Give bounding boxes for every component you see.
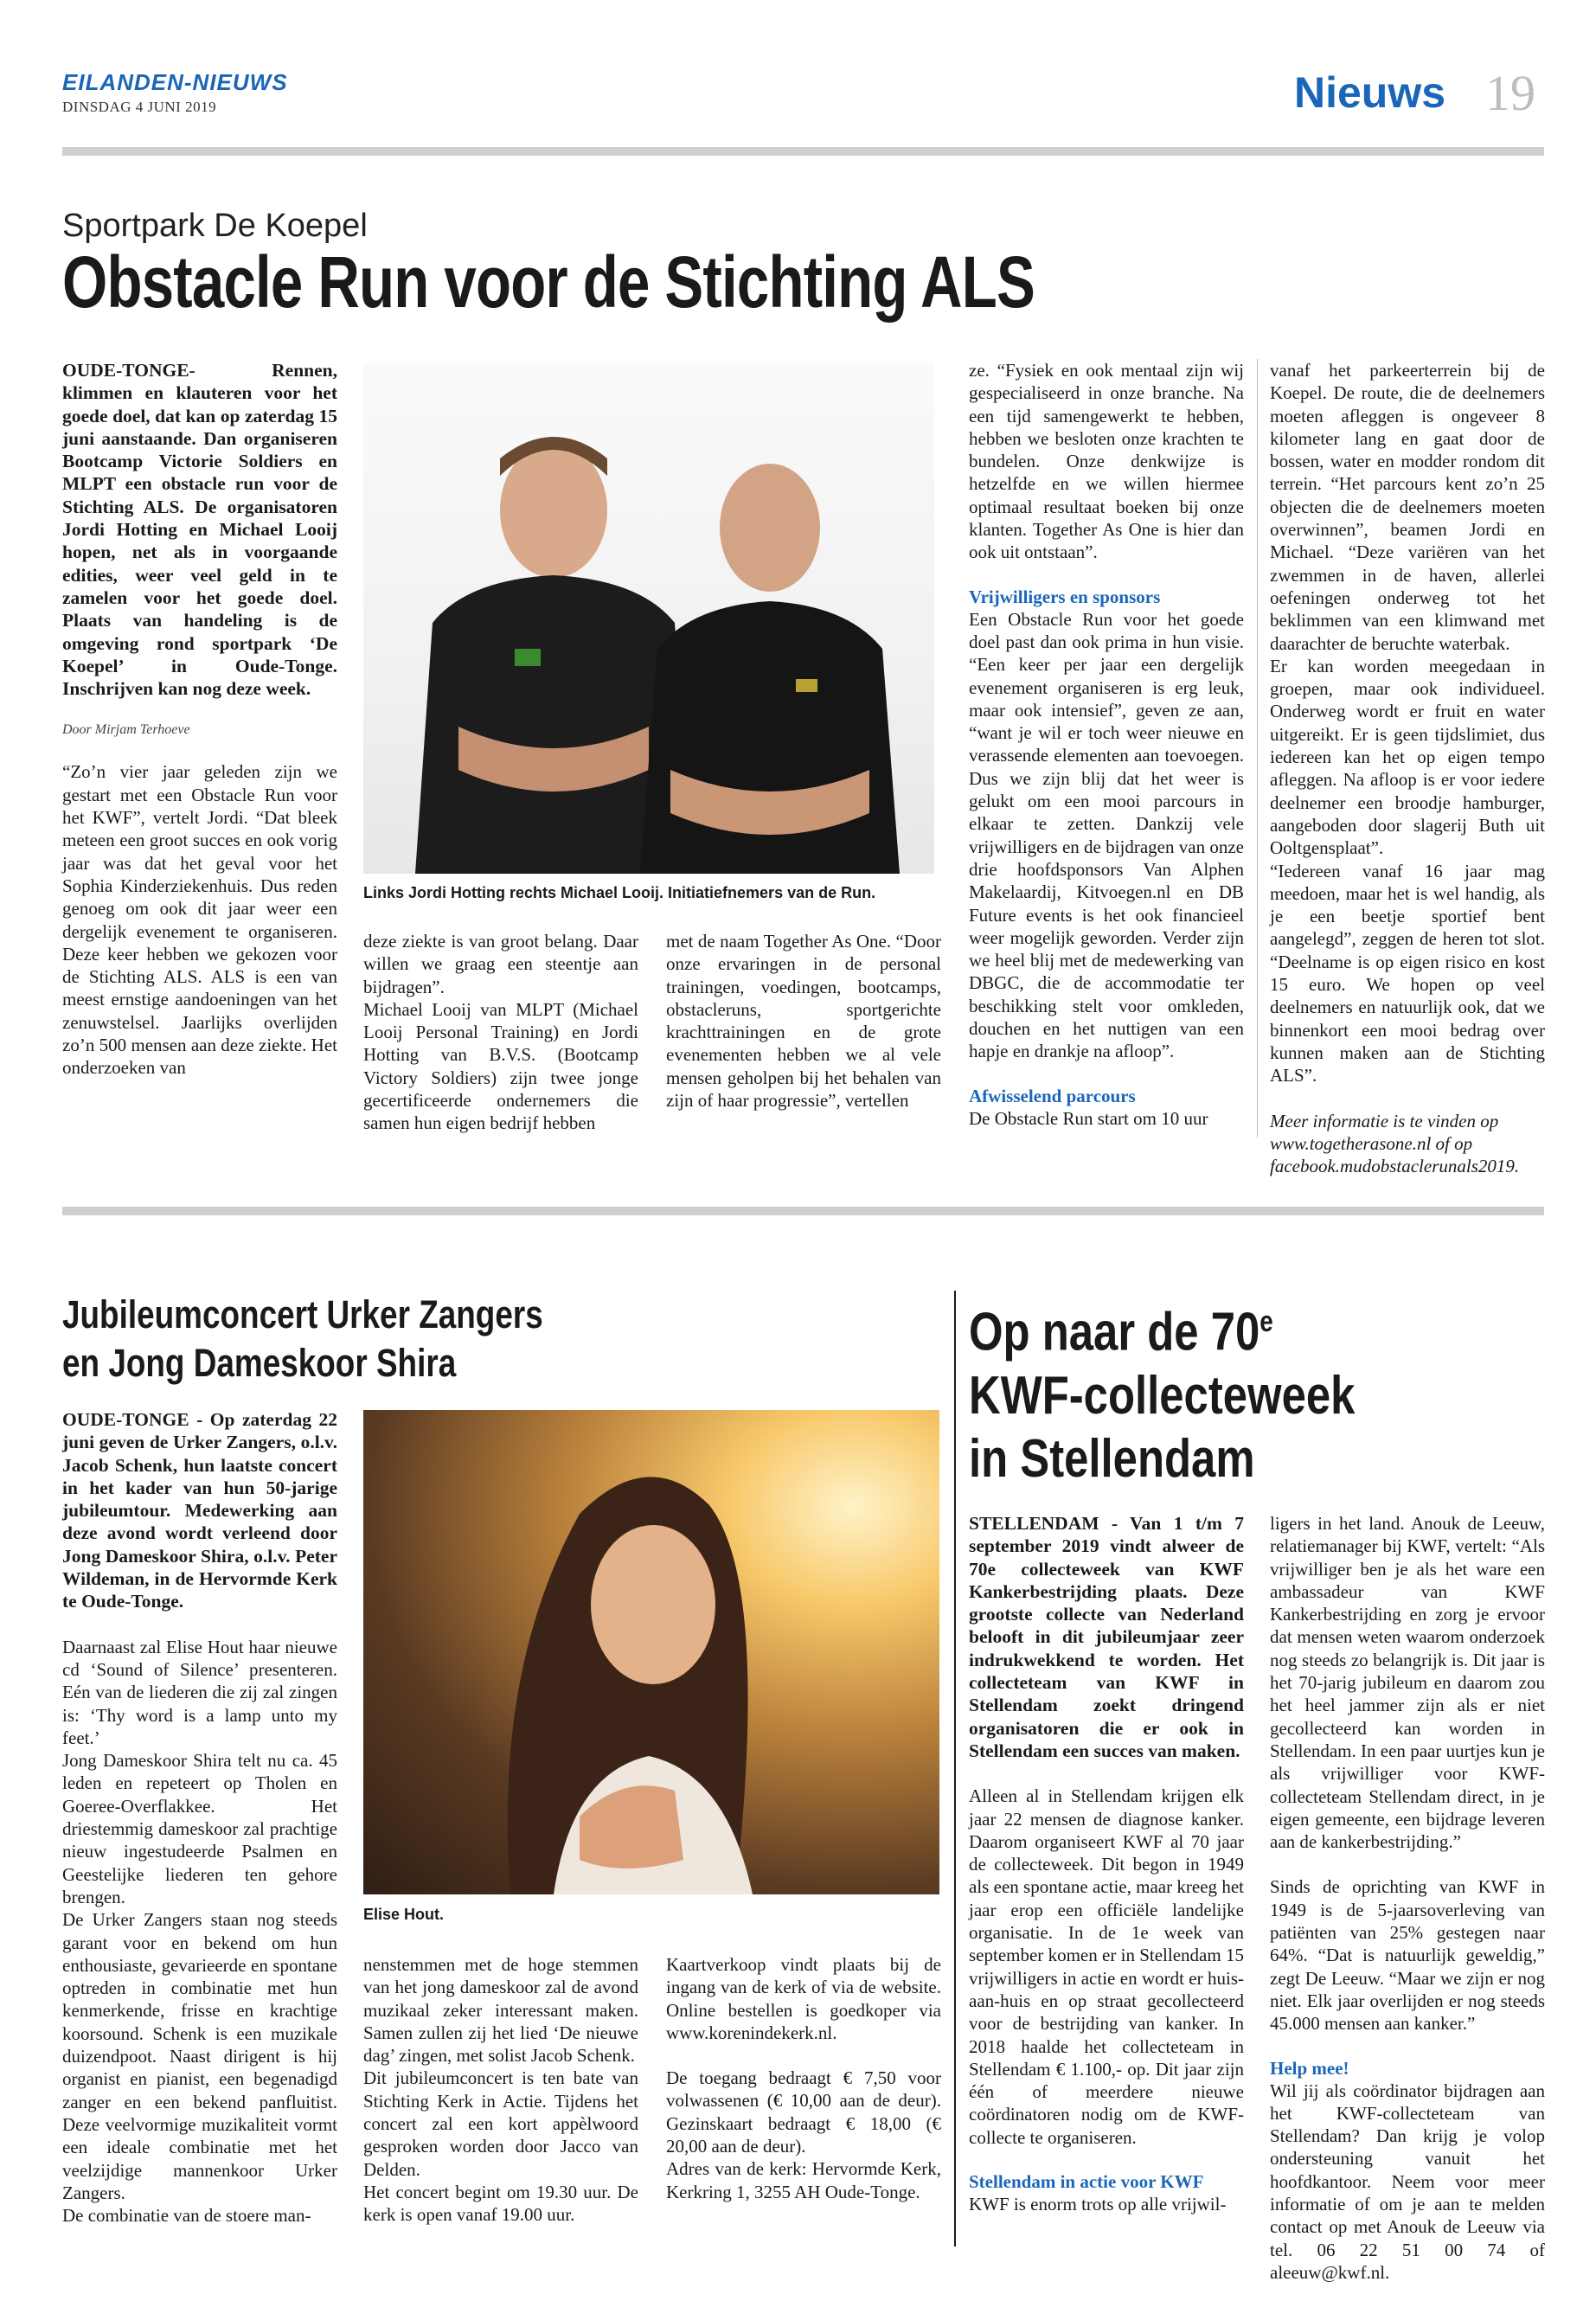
article1-col4-p2: Een Obstacle Run voor het goede doel past dan ook prima in hun visie. “Een keer per jaar een dergelijk evenement organiseren is erg leuk, maar ook intensief”, geven ze aan, “want je wil er toch weer nieuwe en verassende elementen aan toevoegen. Dus we zijn blij dat het weer is gelukt om een mooi parcours in elkaar te zetten. Dankzij vele vrijwilligers en de bijdragen van onze drie hoofdsponsors Van Alphen Makelaardij, Kitvoegen.nl en DB Future events is het ook financieel weer mogelijk geworden. Verder zijn we heel blij met de medewerking van DBGC, die de accommodatie ter beschikking stelt voor omkleden, douchen en het nuttigen van een hapje en drankje na afloop”.: [969, 608, 1244, 1062]
two-men-photo: [363, 363, 934, 874]
article2-col2-p1: nenstemmen met de hoge stemmen van het jong dameskoor zal de avond muzikaal zeker interessant maken. Samen zullen zij het lied ‘De nieuwe dag’ zingen, met solist Jacob Schenk.: [363, 1954, 638, 2067]
article2-col3-p2: De toegang bedraagt € 7,50 voor volwassenen (€ 10,00 aan de deur). Gezinskaart bedraagt € 18,00 (€ 20,00 aan de deur).: [666, 2067, 941, 2157]
article1-col3-body: met de naam Together As One. “Door onze ervaringen in de personal trainingen, voedingen, bootcamps, obstacleruns, sportgerichte krachttrainingen en de grote evenementen hebben we al vele mensen geholpen bij het behalen van zijn of haar progressie”, vertellen: [666, 931, 941, 1112]
article2-col3-p3: Adres van de kerk: Hervormde Kerk, Kerkring 1, 3255 AH Oude-Tonge.: [666, 2158, 941, 2202]
column-divider: [1257, 359, 1258, 1138]
article2-col1-p4: De combinatie van de stoere man-: [62, 2205, 311, 2227]
article3-subhead-help: Help mee!: [1270, 2057, 1349, 2079]
article2-col2: [363, 1953, 638, 2227]
article1-col1-body: “Zo’n vier jaar geleden zijn we gestart met een Obstacle Run voor het KWF”, vertelt Jordi. “Dat bleek meteen een groot succes en ook vorig jaar was dat het geval voor het Sophia Kinderziekenhuis. Dus reden genoeg om ook dit jaar weer een dergelijk evenement te organiseren. Deze keer hebben we gekozen voor de Stichting ALS. ALS is een van meest ernstige aandoeningen van het zenuwstelsel. Jaarlijks overlijden zo’n 500 mensen aan deze ziekte. Het onderzoeken van: [62, 761, 337, 1079]
article1-col5: [1270, 359, 1545, 1177]
article2-col1-p2: Jong Dameskoor Shira telt nu ca. 45 leden en repeteert op Tholen en Goeree-Overflakkee. Het driestemmig dameskoor zal prachtige nieuw ingestudeerde Psalmen en Geestelijke liederen ten gehore brengen.: [62, 1750, 337, 1907]
article1-lead: OUDE-TONGE- Rennen, klimmen en klauteren voor het goede doel, dat kan op zaterdag 15 juni aanstaande. Dan organiseren Bootcamp Victorie Soldiers en MLPT een obstacle run voor de Stichting ALS. De organisatoren Jordi Hotting en Michael Looij hopen, net als in voorgaande edities, weer veel geld in te zamelen voor het goede doel. Plaats van handeling is de omgeving rond sportpark ‘De Koepel’ in Oude-Tonge. Inschrijven kan nog deze week.: [62, 360, 337, 700]
article3-col2-p2: Sinds de oprichting van KWF in 1949 is de 5-jaarsoverleving van patiënten van 25% gestegen naar 64%. “Dat is natuurlijk geweldig,” zegt De Leeuw. “Maar we zijn er nog niet. Elk jaar overlijden er nog steeds 45.000 mensen aan kanker.”: [1270, 1876, 1545, 2035]
article3-col1: [969, 1512, 1244, 2215]
article2-col3-p1: Kaartverkoop vindt plaats bij de ingang van de kerk of via de website. Online bestellen is goedkoper via www.korenindekerk.nl.: [666, 1954, 941, 2043]
article1-col2-p2: Michael Looij van MLPT (Michael Looij Personal Training) en Jordi Hotting van B.V.S. (Bootcamp Victory Soldiers) zijn twee jonge gecertificeerde ondernemers die samen hun eigen bedrijf hebben: [363, 998, 638, 1134]
article1-photo: [363, 363, 934, 874]
article1-col2-p1: deze ziekte is van groot belang. Daar willen we graag een steentje aan bijdragen”.: [363, 931, 638, 997]
article3-col1-p1: Alleen al in Stellendam krijgen elk jaar 22 mensen de diagnose kanker. Daarom organiseert KWF al 70 jaar de collecteweek. Dit begon in 1949 als een spontane actie, maar kreeg het jaar erop een officiële landelijke organisatie. In de 1e week van september komen er in Stellendam 15 vrijwilligers in actie en wordt er huis-aan-huis en op straat gecollecteerd voor de bestrijding van kanker. In 2018 haalde het collecteteam in Stellendam € 1.100,- op. Dit jaar zijn één of meerdere nieuwe coördinatoren nodig om de KWF-collecte te organiseren.: [969, 1785, 1244, 2148]
article3-lead: STELLENDAM - Van 1 t/m 7 september 2019 vindt alweer de 70e collecteweek van KWF Kankerbestrijding plaats. Deze grootste collecte van Nederland belooft in dit jubileumjaar zeer indrukwekkend te worden. Het collecteteam van KWF in Stellendam zoekt dringend organisatoren die er ook in Stellendam een succes van maken.: [969, 1513, 1244, 1761]
masthead-logo: EILANDEN-NIEUWS: [62, 69, 288, 95]
article2-col1-p1: Daarnaast zal Elise Hout haar nieuwe cd ‘Sound of Silence’ presenteren. Eén van de liederen die zij zal zingen is: ‘Thy word is a lamp unto my feet.’: [62, 1636, 337, 1748]
page-number: 19: [1485, 65, 1535, 121]
woman-portrait-photo: [363, 1410, 939, 1894]
article1-col4-p3: De Obstacle Run start om 10 uur: [969, 1107, 1208, 1129]
article3-subhead-action: Stellendam in actie voor KWF: [969, 2171, 1204, 2193]
article1-headline: Obstacle Run voor de Stichting ALS: [62, 241, 1035, 323]
article2-col1-p3: De Urker Zangers staan nog steeds garant voor en bekend om hun enthousiaste, gevarieerde en spontane optreden in combinatie met hun kenmerkende, frisse en krachtige koorsound. Schenk is een muzikale duizendpoot. Naast dirigent is hij organist en pianist, een begenadigd zanger en een bekend panfluitist. Deze veelvormige muzikaliteit vormt een ideale combinatie met het veelzijdige mannenkoor Urker Zangers.: [62, 1909, 337, 2203]
article1-col3: [666, 930, 941, 1112]
article2-headline-line2: en Jong Dameskoor Shira: [62, 1341, 457, 1385]
article2-col3: [666, 1953, 941, 2203]
article3-headline-superscript: e: [1259, 1305, 1273, 1338]
article2-photo-caption: Elise Hout.: [363, 1906, 445, 1923]
article1-col2: [363, 930, 638, 1135]
article1-col4-p1: ze. “Fysiek en ook mentaal zijn wij gespecialiseerd in onze branche. Na een tijd samengewerkt te hebben, hebben we besloten onze krachten te bundelen. Onze denkwijze is hetzelfde en we willen hiermee optimaal resultaat boeken bij onze klanten. Together As One is hier dan ook uit ontstaan”.: [969, 360, 1244, 563]
article1-col5-p1: vanaf het parkeerterrein bij de Koepel. De route, die de deelnemers moeten afleggen is ongeveer 8 kilometer lang en gaat door de bossen, water en modder rondom dit terrein. “Het parcours kent zo’n 25 objecten die de deelnemers moeten overwinnen”, beamen Jordi en Michael. “Deze variëren van het zwemmen in de haven, allerlei oefeningen onderweg tot het beklimmen van een klimwand met daarachter de beruchte waterbak.: [1270, 360, 1545, 654]
article-divider: [954, 1291, 956, 2247]
article3-headline-line1: Op naar de 70: [969, 1302, 1260, 1362]
article3-headline-line2: KWF-collecteweek: [969, 1365, 1356, 1426]
article1-subhead-volunteers: Vrijwilligers en sponsors: [969, 586, 1161, 607]
issue-date: DINSDAG 4 JUNI 2019: [62, 99, 217, 115]
section-title: Nieuws: [1294, 68, 1446, 117]
article2-headline: [62, 1291, 543, 1388]
article2-lead: OUDE-TONGE - Op zaterdag 22 juni geven de Urker Zangers, o.l.v. Jacob Schenk, hun laatste concert in het kader van hun 50-jarige jubileumtour. Medewerking aan deze avond wordt verleend door Jong Dameskoor Shira, o.l.v. Peter Wildeman, in de Hervormde Kerk te Oude-Tonge.: [62, 1409, 337, 1612]
article3-col1-p2: KWF is enorm trots op alle vrijwil-: [969, 2194, 1227, 2215]
article2-photo: [363, 1410, 939, 1894]
article1-info: Meer informatie is te vinden op www.togetherasone.nl of op facebook.mudobstaclerunals2019.: [1270, 1110, 1520, 1177]
article3-col2: [1270, 1512, 1545, 2284]
article1-col4: [969, 359, 1244, 1130]
article1-col5-p2: Er kan worden meegedaan in groepen, maar ook individueel. Onderweg wordt er fruit en water uitgereikt. Er is geen tijdslimiet, dus iedereen kan het op eigen tempo afleggen. Na afloop is er voor iedere deelnemer een broodje hamburger, aangeboden door slagerij Buth uit Ooltgensplaat”.: [1270, 655, 1545, 859]
article1-kicker: Sportpark De Koepel: [62, 208, 368, 244]
section-divider: [62, 1207, 1544, 1215]
article3-col2-p3: Wil jij als coördinator bijdragen aan het KWF-collecteteam van Stellendam? Dan krijg je volop ondersteuning vanuit het hoofdkantoor. Neem voor meer informatie of om je aan te melden contact op met Anouk de Leeuw via tel. 06 22 51 00 74 of aleeuw@kwf.nl.: [1270, 2080, 1545, 2283]
article3-headline-line3: in Stellendam: [969, 1428, 1255, 1489]
article1-subhead-course: Afwisselend parcours: [969, 1085, 1136, 1106]
article2-col1: [62, 1408, 337, 2227]
article1-col1: [62, 359, 337, 1080]
article1-col5-p3: “Iedereen vanaf 16 jaar mag meedoen, maar het is wel handig, als je een beetje sportief bent aangelegd”, zeggen de heren tot slot. “Deelname is op eigen risico en kost 15 euro. We hopen op veel deelnemers en natuurlijk ook, dat we binnenkort een mooi bedrag over kunnen maken aan de Stichting ALS”.: [1270, 860, 1545, 1086]
article1-byline: Door Mirjam Terhoeve: [62, 722, 190, 738]
article3-headline: [969, 1291, 1355, 1490]
header-divider: [62, 147, 1544, 156]
article2-col2-p2: Dit jubileumconcert is ten bate van Stichting Kerk in Actie. Tijdens het concert zal een kort appèlwoord gesproken worden door Jacco van Delden.: [363, 2067, 638, 2180]
article2-headline-line1: Jubileumconcert Urker Zangers: [62, 1292, 543, 1336]
article1-photo-caption: Links Jordi Hotting rechts Michael Looij. Initiatiefnemers van de Run.: [363, 884, 876, 901]
article3-col2-p1: ligers in het land. Anouk de Leeuw, relatiemanager bij KWF, vertelt: “Als vrijwilliger ben je als het ware een ambassadeur van KWF Kankerbestrijding en zorg je ervoor dat mensen weten waarom onderzoek nog steeds zo belangrijk is. Dit jaar is het 70-jarig jubileum en daarom zou het heel jammer zijn als er niet gecollecteerd kan worden in Stellendam. In een paar uurtjes kun je als vrijwilliger voor KWF-collecteteam Stellendam direct, in je eigen gemeente, een bijdrage leveren aan de kankerbestrijding.”: [1270, 1513, 1545, 1853]
article2-col2-p3: Het concert begint om 19.30 uur. De kerk is open vanaf 19.00 uur.: [363, 2181, 638, 2226]
